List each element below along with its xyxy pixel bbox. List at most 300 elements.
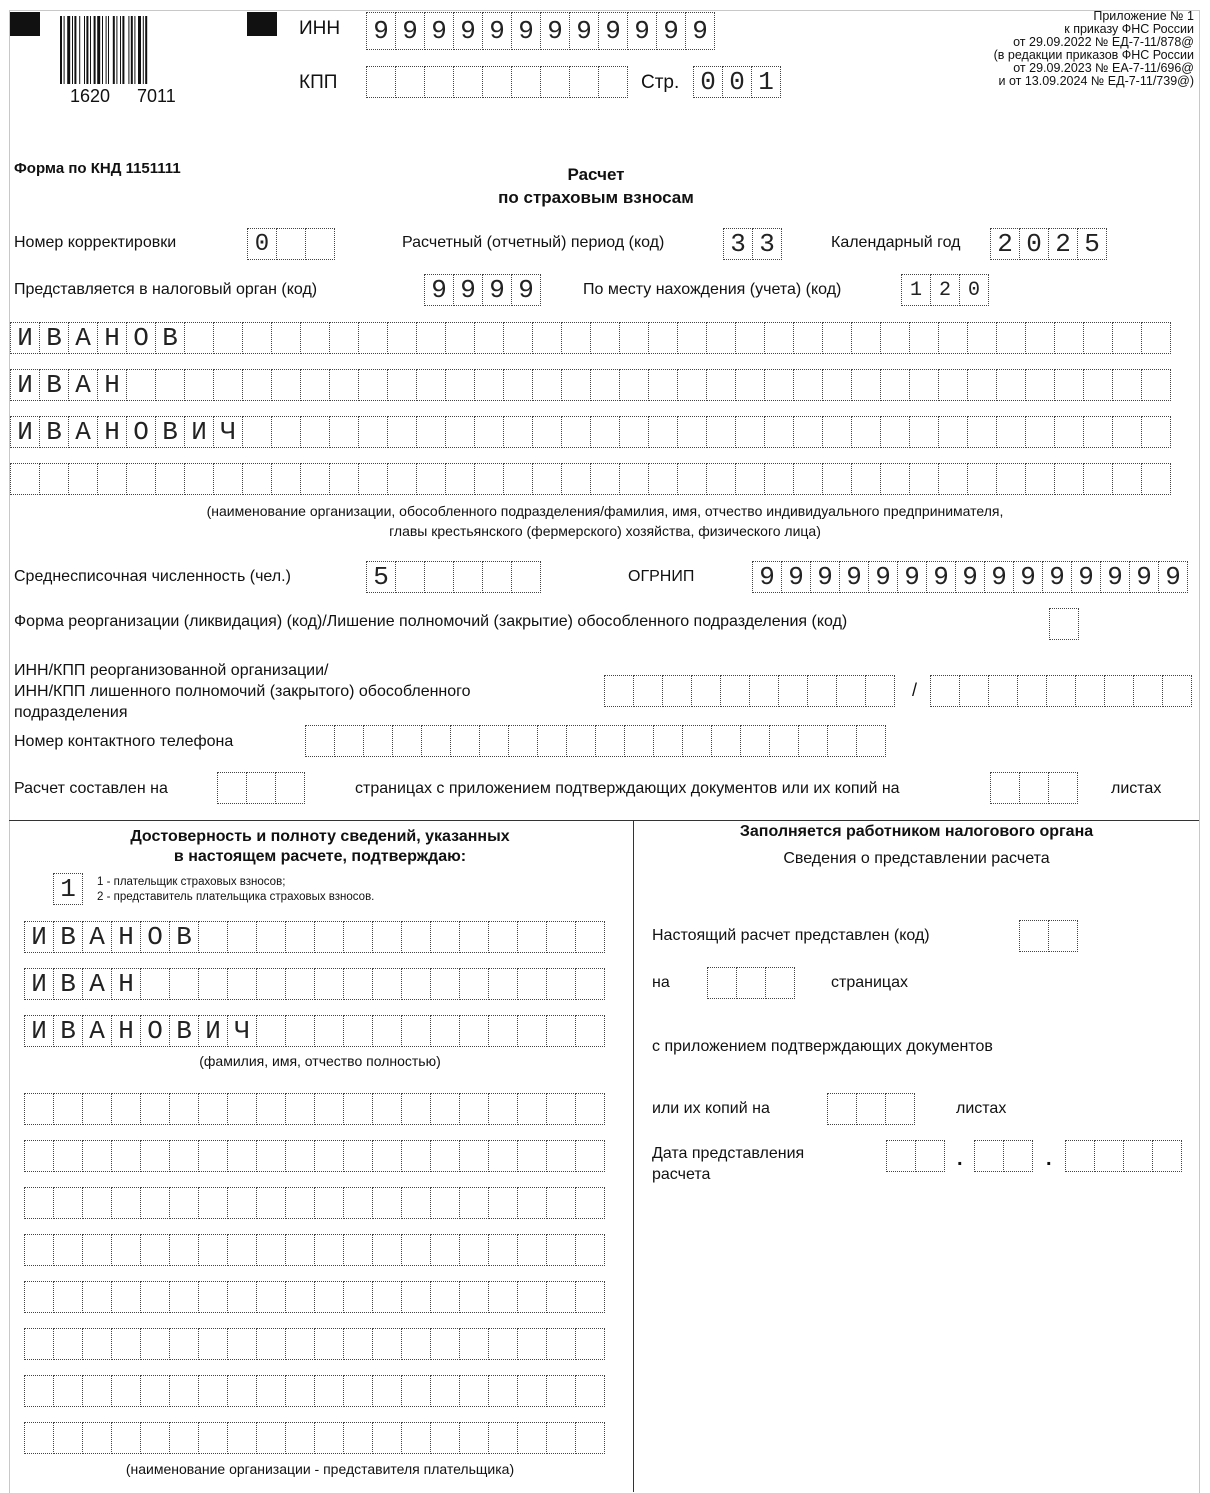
char-cell: Ч: [213, 416, 243, 448]
char-cell: [482, 561, 512, 593]
char-cell: [169, 1234, 199, 1266]
char-cell: О: [140, 921, 170, 953]
char-cell: [401, 1375, 431, 1407]
char-cell: 0: [722, 66, 752, 98]
char-cell: И: [10, 322, 40, 354]
char-cell: [474, 416, 504, 448]
char-cell: А: [68, 369, 98, 401]
char-cell: [285, 1328, 315, 1360]
submission-subheading: Сведения о представлении расчета: [783, 850, 1050, 867]
char-cell: 9: [511, 12, 541, 50]
char-cell: [648, 369, 678, 401]
char-cell: [358, 369, 388, 401]
name-line-1[interactable]: [10, 322, 1170, 354]
date-dot-1: .: [957, 1148, 963, 1170]
char-cell: [387, 322, 417, 354]
ogrnip-field[interactable]: [752, 561, 1187, 593]
char-cell: Н: [97, 322, 127, 354]
kpp-field[interactable]: [366, 66, 627, 98]
char-cell: [517, 1375, 547, 1407]
char-cell: 9: [424, 12, 454, 50]
char-cell: [372, 1328, 402, 1360]
char-cell: [517, 921, 547, 953]
char-cell: [909, 322, 939, 354]
char-cell: [169, 1281, 199, 1313]
char-cell: [517, 1187, 547, 1219]
char-cell: [856, 1093, 886, 1125]
char-cell: [430, 1234, 460, 1266]
char-cell: [82, 1375, 112, 1407]
char-cell: [314, 1328, 344, 1360]
char-cell: [537, 725, 567, 757]
char-cell: [1094, 1140, 1124, 1172]
char-cell: [343, 921, 373, 953]
char-cell: [880, 463, 910, 495]
knd-label: Форма по КНД 1151111: [14, 160, 181, 177]
org-line-1[interactable]: [24, 1093, 604, 1125]
char-cell: [445, 416, 475, 448]
char-cell: 9: [627, 12, 657, 50]
char-cell: И: [24, 921, 54, 953]
char-cell: [343, 1281, 373, 1313]
char-cell: [82, 1187, 112, 1219]
char-cell: [575, 1422, 605, 1454]
char-cell: [430, 921, 460, 953]
char-cell: [198, 1234, 228, 1266]
org-line-7[interactable]: [24, 1375, 604, 1407]
barcode-number-left: 1620: [70, 86, 111, 106]
org-line-8[interactable]: [24, 1422, 604, 1454]
char-cell: [459, 1422, 489, 1454]
char-cell: [24, 1375, 54, 1407]
char-cell: 5: [1077, 228, 1107, 260]
char-cell: И: [10, 369, 40, 401]
char-cell: [256, 1328, 286, 1360]
char-cell: Ч: [227, 1015, 257, 1047]
fio-line-2[interactable]: [24, 968, 604, 1000]
char-cell: 9: [926, 561, 956, 593]
char-cell: [546, 1375, 576, 1407]
char-cell: [488, 1015, 518, 1047]
char-cell: [1046, 675, 1076, 707]
char-cell: [1017, 675, 1047, 707]
pages-label: Расчет составлен на: [14, 780, 168, 797]
char-cell: 9: [366, 12, 396, 50]
char-cell: [227, 921, 257, 953]
headcount-label: Среднесписочная численность (чел.): [14, 568, 291, 585]
char-cell: [329, 322, 359, 354]
name-line-3[interactable]: [10, 416, 1170, 448]
char-cell: [53, 1328, 83, 1360]
fio-line-1[interactable]: [24, 921, 604, 953]
char-cell: [285, 1015, 315, 1047]
char-cell: [1112, 322, 1142, 354]
char-cell: [546, 921, 576, 953]
org-line-4[interactable]: [24, 1234, 604, 1266]
char-cell: [111, 1375, 141, 1407]
char-cell: [764, 322, 794, 354]
kpp-label: КПП: [299, 72, 338, 93]
char-cell: [271, 369, 301, 401]
char-cell: [256, 1140, 286, 1172]
char-cell: Н: [97, 416, 127, 448]
char-cell: [358, 322, 388, 354]
tax-authority-label: Представляется в налоговый орган (код): [14, 281, 318, 298]
char-cell: [401, 1328, 431, 1360]
slash-separator: /: [912, 680, 918, 700]
char-cell: [256, 921, 286, 953]
submitted-label: Настоящий расчет представлен (код): [652, 927, 930, 944]
char-cell: [1152, 1140, 1182, 1172]
char-cell: [990, 772, 1020, 804]
submitted-pages-field[interactable]: [707, 967, 794, 999]
char-cell: [445, 369, 475, 401]
char-cell: [561, 463, 591, 495]
headcount-field[interactable]: [366, 561, 540, 593]
char-cell: [459, 1375, 489, 1407]
char-cell: [503, 322, 533, 354]
char-cell: [909, 463, 939, 495]
char-cell: [401, 1093, 431, 1125]
char-cell: 9: [839, 561, 869, 593]
char-cell: [285, 1422, 315, 1454]
char-cell: [198, 1375, 228, 1407]
char-cell: [343, 1187, 373, 1219]
char-cell: [1025, 322, 1055, 354]
char-cell: [1104, 675, 1134, 707]
char-cell: 9: [511, 274, 541, 306]
org-line-3[interactable]: [24, 1187, 604, 1219]
char-cell: В: [53, 1015, 83, 1047]
inn-label: ИНН: [299, 18, 341, 39]
sheets-field[interactable]: [990, 772, 1077, 804]
char-cell: [169, 1422, 199, 1454]
char-cell: [778, 675, 808, 707]
char-cell: [706, 463, 736, 495]
char-cell: [511, 66, 541, 98]
char-cell: [82, 1140, 112, 1172]
char-cell: 9: [984, 561, 1014, 593]
char-cell: [508, 725, 538, 757]
char-cell: 5: [366, 561, 396, 593]
char-cell: [256, 1015, 286, 1047]
barcode-number-right: 7011: [137, 86, 176, 106]
char-cell: [343, 1015, 373, 1047]
char-cell: [540, 66, 570, 98]
char-cell: Н: [111, 1015, 141, 1047]
page-label: Стр.: [641, 72, 680, 93]
char-cell: [735, 463, 765, 495]
char-cell: [648, 463, 678, 495]
char-cell: [822, 369, 852, 401]
char-cell: 2: [930, 274, 960, 306]
char-cell: [140, 1281, 170, 1313]
char-cell: [996, 416, 1026, 448]
char-cell: [227, 1187, 257, 1219]
char-cell: [488, 968, 518, 1000]
char-cell: [619, 369, 649, 401]
char-cell: [140, 1187, 170, 1219]
fio-line-3[interactable]: [24, 1015, 604, 1047]
char-cell: [300, 322, 330, 354]
char-cell: [24, 1140, 54, 1172]
char-cell: [256, 1375, 286, 1407]
char-cell: [445, 322, 475, 354]
char-cell: [474, 322, 504, 354]
char-cell: [474, 369, 504, 401]
char-cell: [372, 921, 402, 953]
char-cell: А: [82, 1015, 112, 1047]
char-cell: [1048, 772, 1078, 804]
char-cell: [169, 968, 199, 1000]
date-month-field[interactable]: [974, 1140, 1032, 1172]
inn-field[interactable]: [366, 12, 714, 50]
char-cell: [479, 725, 509, 757]
char-cell: 0: [247, 228, 277, 260]
pages-mid-label: страницах с приложением подтверждающих документов или их копий на: [355, 780, 900, 797]
char-cell: 9: [656, 12, 686, 50]
char-cell: [488, 1281, 518, 1313]
date-day-field[interactable]: [886, 1140, 944, 1172]
char-cell: [256, 1422, 286, 1454]
char-cell: [764, 416, 794, 448]
char-cell: И: [24, 968, 54, 1000]
char-cell: 1: [751, 66, 781, 98]
location-label: По месту нахождения (учета) (код): [583, 281, 842, 298]
char-cell: [662, 675, 692, 707]
char-cell: [503, 416, 533, 448]
char-cell: [430, 1093, 460, 1125]
char-cell: [271, 322, 301, 354]
char-cell: [735, 322, 765, 354]
char-cell: 9: [781, 561, 811, 593]
char-cell: [459, 968, 489, 1000]
char-cell: [213, 463, 243, 495]
char-cell: [575, 1015, 605, 1047]
char-cell: [822, 322, 852, 354]
pages-field[interactable]: [217, 772, 304, 804]
char-cell: [227, 1422, 257, 1454]
char-cell: [343, 1328, 373, 1360]
char-cell: [488, 1140, 518, 1172]
char-cell: [836, 675, 866, 707]
char-cell: [677, 369, 707, 401]
char-cell: [930, 675, 960, 707]
char-cell: [459, 1187, 489, 1219]
char-cell: [532, 463, 562, 495]
char-cell: [822, 463, 852, 495]
char-cell: [865, 675, 895, 707]
char-cell: [242, 322, 272, 354]
correction-field[interactable]: [247, 228, 334, 260]
copies-sheets-label: листах: [956, 1100, 1007, 1117]
char-cell: [256, 1234, 286, 1266]
char-cell: [24, 1187, 54, 1219]
char-cell: [590, 322, 620, 354]
char-cell: [24, 1422, 54, 1454]
char-cell: [798, 725, 828, 757]
char-cell: [169, 1140, 199, 1172]
tax-authority-field[interactable]: [424, 274, 540, 306]
reorg-kpp-field[interactable]: [930, 675, 1191, 707]
char-cell: [706, 369, 736, 401]
char-cell: [503, 463, 533, 495]
char-cell: О: [126, 322, 156, 354]
char-cell: [1065, 1140, 1095, 1172]
char-cell: [546, 968, 576, 1000]
char-cell: [488, 1234, 518, 1266]
org-line-6[interactable]: [24, 1328, 604, 1360]
char-cell: [111, 1328, 141, 1360]
char-cell: [624, 725, 654, 757]
char-cell: [285, 1093, 315, 1125]
char-cell: [546, 1093, 576, 1125]
char-cell: [97, 463, 127, 495]
reorg-inn-field[interactable]: [604, 675, 894, 707]
char-cell: [735, 416, 765, 448]
char-cell: [430, 1187, 460, 1219]
location-field[interactable]: [901, 274, 988, 306]
char-cell: [996, 369, 1026, 401]
char-cell: [363, 725, 393, 757]
char-cell: [677, 416, 707, 448]
char-cell: [401, 1422, 431, 1454]
year-label: Календарный год: [831, 234, 961, 251]
char-cell: [111, 1281, 141, 1313]
copies-field[interactable]: [827, 1093, 914, 1125]
char-cell: [517, 968, 547, 1000]
char-cell: [246, 772, 276, 804]
char-cell: [314, 1187, 344, 1219]
char-cell: В: [155, 416, 185, 448]
char-cell: [459, 921, 489, 953]
char-cell: [1025, 463, 1055, 495]
char-cell: [682, 725, 712, 757]
char-cell: [885, 1093, 915, 1125]
reorg-field[interactable]: [1049, 608, 1078, 640]
char-cell: [1049, 608, 1079, 640]
page-number-field[interactable]: [693, 66, 780, 98]
char-cell: [329, 416, 359, 448]
char-cell: [474, 463, 504, 495]
char-cell: [561, 322, 591, 354]
char-cell: [856, 725, 886, 757]
char-cell: А: [82, 968, 112, 1000]
char-cell: [459, 1328, 489, 1360]
char-cell: [155, 463, 185, 495]
char-cell: [314, 1015, 344, 1047]
char-cell: [198, 968, 228, 1000]
char-cell: [546, 1422, 576, 1454]
char-cell: [430, 1015, 460, 1047]
char-cell: Н: [111, 921, 141, 953]
on-label: на: [652, 974, 670, 991]
char-cell: [343, 1422, 373, 1454]
char-cell: [915, 1140, 945, 1172]
char-cell: [242, 369, 272, 401]
char-cell: [24, 1281, 54, 1313]
char-cell: [575, 1234, 605, 1266]
char-cell: 9: [569, 12, 599, 50]
char-cell: [256, 1187, 286, 1219]
char-cell: [256, 1281, 286, 1313]
name-line-4[interactable]: [10, 463, 1170, 495]
char-cell: [395, 561, 425, 593]
char-cell: [198, 1187, 228, 1219]
char-cell: [851, 463, 881, 495]
char-cell: [275, 772, 305, 804]
char-cell: 9: [395, 12, 425, 50]
char-cell: [1141, 416, 1171, 448]
year-field[interactable]: [990, 228, 1106, 260]
char-cell: [459, 1234, 489, 1266]
char-cell: [366, 66, 396, 98]
char-cell: [707, 967, 737, 999]
char-cell: [140, 1140, 170, 1172]
char-cell: [372, 1140, 402, 1172]
char-cell: 9: [752, 561, 782, 593]
char-cell: [1083, 369, 1113, 401]
page-title: Расчет по страховым взносам: [498, 165, 694, 207]
period-label: Расчетный (отчетный) период (код): [402, 234, 665, 251]
org-line-2[interactable]: [24, 1140, 604, 1172]
signer-field[interactable]: [53, 873, 82, 905]
char-cell: [169, 1375, 199, 1407]
char-cell: [1133, 675, 1163, 707]
char-cell: [720, 675, 750, 707]
char-cell: [416, 322, 446, 354]
period-field[interactable]: [723, 228, 781, 260]
char-cell: [648, 322, 678, 354]
char-cell: [314, 1422, 344, 1454]
char-cell: [575, 1140, 605, 1172]
char-cell: [1083, 463, 1113, 495]
submitted-code-field[interactable]: [1019, 920, 1077, 952]
char-cell: [546, 1015, 576, 1047]
char-cell: [909, 416, 939, 448]
copies-label: или их копий на: [652, 1100, 770, 1117]
char-cell: [387, 463, 417, 495]
char-cell: [575, 1328, 605, 1360]
char-cell: [619, 463, 649, 495]
char-cell: [285, 921, 315, 953]
char-cell: [314, 1375, 344, 1407]
char-cell: [227, 1375, 257, 1407]
char-cell: [575, 968, 605, 1000]
char-cell: [1048, 920, 1078, 952]
char-cell: [198, 1093, 228, 1125]
char-cell: [424, 561, 454, 593]
char-cell: [82, 1281, 112, 1313]
char-cell: 9: [1013, 561, 1043, 593]
char-cell: 1: [53, 873, 83, 905]
org-line-5[interactable]: [24, 1281, 604, 1313]
char-cell: [198, 1281, 228, 1313]
char-cell: [111, 1234, 141, 1266]
char-cell: [827, 1093, 857, 1125]
signer-options: 1 - плательщик страховых взносов; 2 - представитель плательщика страховых взносов.: [97, 876, 375, 903]
phone-field[interactable]: [305, 725, 885, 757]
char-cell: [532, 369, 562, 401]
section-divider: [9, 820, 1199, 821]
char-cell: [517, 1281, 547, 1313]
char-cell: [314, 1140, 344, 1172]
char-cell: О: [140, 1015, 170, 1047]
char-cell: [372, 1375, 402, 1407]
date-year-field[interactable]: [1065, 1140, 1181, 1172]
char-cell: [53, 1375, 83, 1407]
name-line-2[interactable]: [10, 369, 1170, 401]
